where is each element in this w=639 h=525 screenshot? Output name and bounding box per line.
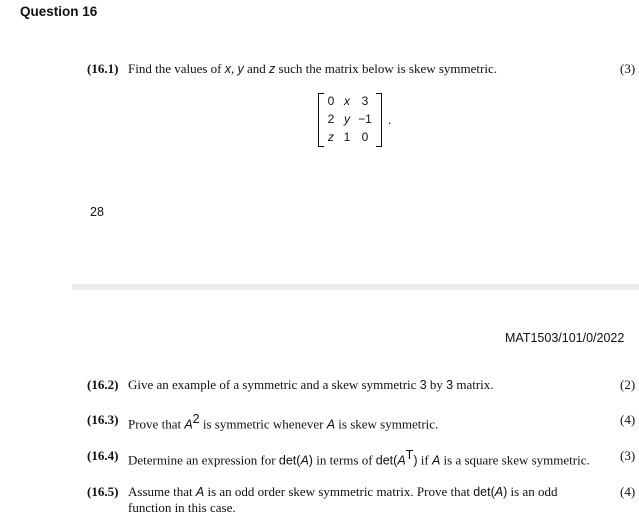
math-var: A <box>494 485 504 499</box>
text-part: Assume that <box>128 484 196 499</box>
document-code: MAT1503/101/0/2022 <box>505 331 625 345</box>
math-func: det( <box>375 453 398 468</box>
math-var: x <box>224 62 232 76</box>
question-16-1 <box>87 61 637 77</box>
math-exponent: 2 <box>192 412 200 426</box>
question-text <box>128 377 494 393</box>
matrix-cell: 0 <box>327 94 335 108</box>
math-func: ) <box>413 453 418 468</box>
math-func: ) <box>308 453 313 468</box>
text-part: , <box>231 61 238 76</box>
text-part: is an odd function in this case. <box>128 484 558 515</box>
matrix-cell: −1 <box>358 112 372 126</box>
question-number: (16.3) <box>87 412 119 427</box>
question-text <box>128 448 590 468</box>
question-heading: Question 16 <box>20 4 98 19</box>
text-part: is skew symmetric. <box>335 416 439 432</box>
math-num: 3 <box>446 378 454 392</box>
question-marks: (3) <box>620 448 636 463</box>
math-var: A <box>184 417 193 432</box>
math-var: z <box>269 62 276 76</box>
question-16-2 <box>87 377 637 393</box>
text-part: Give an example of a symmetric and a skew symmetric <box>128 377 420 392</box>
text-part: if <box>417 452 432 468</box>
question-number: (16.4) <box>87 448 119 463</box>
right-bracket <box>376 93 382 147</box>
math-func: det( <box>473 485 495 499</box>
math-func: ) <box>503 485 508 499</box>
page-number: 28 <box>90 205 104 219</box>
math-var: A <box>397 453 406 468</box>
matrix-cell: 2 <box>327 112 335 126</box>
text-part: by <box>426 377 447 392</box>
question-text <box>128 61 497 77</box>
matrix-cell: 3 <box>361 94 369 108</box>
text-part: such the matrix below is skew symmetric. <box>275 61 497 76</box>
matrix-cell: y <box>344 112 350 126</box>
question-16-3 <box>87 412 637 432</box>
question-marks: (4) <box>620 484 636 499</box>
math-var: A <box>300 453 309 468</box>
question-number: (16.5) <box>87 484 119 499</box>
text-part: matrix. <box>453 377 494 392</box>
question-number: (16.2) <box>87 377 119 392</box>
math-var: A <box>326 417 336 432</box>
text-part: is a square skew symmetric. <box>440 452 590 468</box>
question-text <box>128 484 600 515</box>
matrix-cell: z <box>328 130 334 144</box>
question-marks: (4) <box>620 412 636 427</box>
question-16-4 <box>87 448 637 468</box>
text-part: Determine an expression for <box>128 452 279 468</box>
matrix <box>318 92 392 146</box>
text-part: is symmetric whenever <box>199 416 327 432</box>
matrix-period: . <box>388 112 392 127</box>
text-part: and <box>243 61 270 76</box>
math-num: 3 <box>419 378 427 392</box>
question-number: (16.1) <box>87 61 119 76</box>
text-part: Prove that <box>128 416 185 432</box>
math-var: y <box>237 62 244 76</box>
math-exponent: T <box>405 448 414 462</box>
matrix-cell: 1 <box>343 130 351 144</box>
text-part: Find the values of <box>128 61 225 76</box>
math-func: det( <box>278 453 301 468</box>
page-separator <box>72 284 639 290</box>
question-text <box>128 412 438 432</box>
matrix-cell: x <box>344 94 350 108</box>
matrix-cell: 0 <box>361 130 369 144</box>
math-var: A <box>431 453 441 468</box>
text-part: is an odd order skew symmetric matrix. Prove that <box>204 484 474 499</box>
question-marks: (2) <box>620 377 636 392</box>
question-marks: (3) <box>620 61 636 76</box>
text-part: in terms of <box>312 452 376 468</box>
question-16-5 <box>87 484 637 518</box>
math-var: A <box>195 485 205 499</box>
